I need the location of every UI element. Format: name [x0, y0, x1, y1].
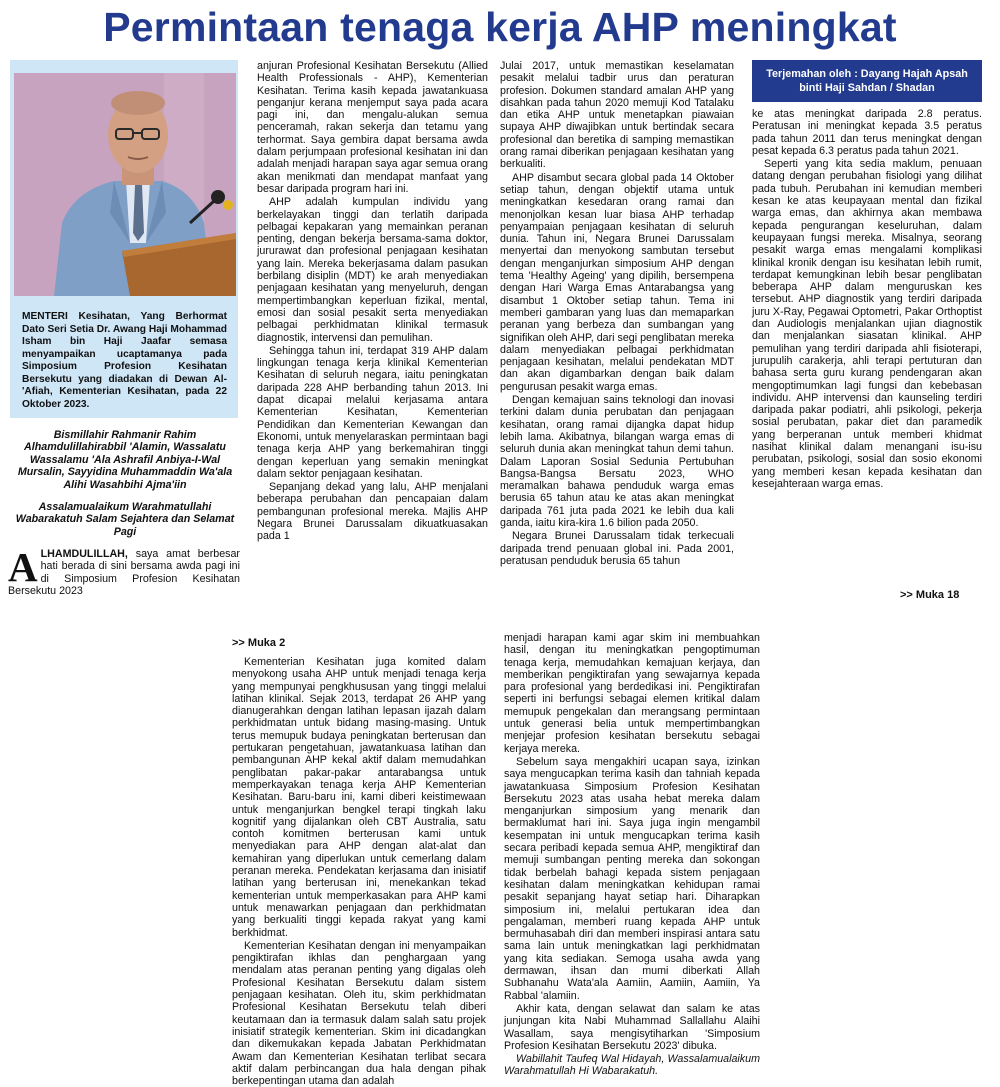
drop-cap: A: [8, 544, 38, 590]
continuation-column-right: [504, 632, 760, 1082]
translator-line-1: Terjemahan oleh : Dayang Hajah Apsah: [766, 68, 968, 80]
paragraph: AHP adalah kumpulan individu yang berkelayakan tinggi dan terlatih daripada pelbagai kepakaran yang memainkan peranan penting, dengan bekerja bersama-sama doktor, jururawat dan profesional penjagaan kesihatan yang lain. Mereka bekerjasama dalam pasukan berbilang disiplin (MDT) ke arah menyediakan penjagaan kesihatan yang menyeluruh, dengan mempertimbangkan keperluan fizikal, mental, emosi dan sosial pesakit serta menyediakan pelbagai perkhidmatan klinikal termasuk diagnostik, intervensi dan pemulihan.: [257, 196, 488, 344]
paragraph: Sebelum saya mengakhiri ucapan saya, izinkan saya mengucapkan terima kasih dan tahniah kepada jawatankuasa Simposium Profesion Kesihatan Bersekutu 2023 atas usaha hebat mereka dalam menganjurkan simposium yang menarik dan bermaklumat hari ini. Saya juga ingin mengambil kesempatan ini untuk mengucapkan terima kasih secara peribadi kepada semua AHP, mengiktiraf dan memuji sumbangan penting mereka dan sokongan tidak berbelah bahagi kepada sistem penjagaan kesihatan dalam meningkatkan kehidupan ramai pesakit sepanjang hayat setiap hari. Diharapkan simposium ini, melalui pertukaran idea dan pengalaman, memberi ruang kepada AHP untuk bermuhasabah diri dan memberi inspirasi antara satu sama lain untuk meningkatkan lagi perkhidmatan yang kita sediakan. Semoga usaha awda yang dermawan, ihsan dan mumi diberkati Allah Subhanahu Wata'ala Aamiin, Aamiin, Aamiin, Ya Rabbal 'alamiin.: [504, 755, 760, 1002]
paragraph: Julai 2017, untuk memastikan keselamatan pesakit melalui tadbir urus dan peraturan profesion. Dokumen standard amalan AHP yang disahkan pada tahun 2020 memuji Kod Tatalaku dan etika AHP untuk menetapkan piawaian supaya AHP diwajibkan untuk bertindak secara profesional dan beretika di samping memastikan orang ramai diberikan penjagaan kesihatan yang berkualiti.: [500, 60, 734, 171]
paragraph: Sehingga tahun ini, terdapat 319 AHP dalam lingkungan tenaga kerja klinikal Kementerian Kesihatan di seluruh negara, iaitu peningkatan daripada 228 AHP berbanding tahun 2013. Ini dapat dicapai melalui kerjasama antara Kementerian Kesihatan, Kementerian Pendidikan dan Kementerian Kewangan dan Ekonomi, untuk menyelaraskan permintaan bagi tenaga kerja AHP yang berkemahiran tinggi dengan keperluan yang semakin meningkat dalam sektor penjagaan kesihatan.: [257, 344, 488, 480]
intro-text: saya amat berbesar hati berada di sini bersama awda pagi ini di Simposium Profesion Kesihatan Bersekutu 2023: [8, 548, 240, 597]
intro-paragraph: [8, 544, 240, 597]
bismillah-text: Bismillahir Rahmanir Rahim Alhamdulillahirabbil 'Alamin, Wassalatu Wassalamu 'Ala Ashrafil Anbiya-I-Wal Mursalin, Sayyidina Muhammaddin Wa'ala Alihi Wasahbihi Ajma'iin: [17, 429, 233, 491]
paragraph: menjadi harapan kami agar skim ini membuahkan hasil, dengan itu meningkatkan pengoptimuman tenaga kerja, memudahkan kemajuan kerjaya, dan memberikan pengiktirafan yang sewajarnya kepada para profesional yang berdedikasi ini. Pengiktirafan seperti ini berfungsi sebagai elemen kritikal dalam memupuk pengekalan dan merangsang permintaan untuk generasi belia untuk mempertimbangkan menjejar profesion kesihatan bersekutu sebagai kerjaya mereka.: [504, 632, 760, 755]
closing-salutation: Wabillahit Taufeq Wal Hidayah, Wassalamualaikum Warahmatullah Hi Wabarakatuh.: [504, 1053, 760, 1078]
salam-text: Assalamualaikum Warahmatullahi Wabarakatuh Salam Sejahtera dan Selamat Pagi: [15, 501, 235, 538]
minister-illustration: [14, 73, 236, 296]
paragraph: Kementerian Kesihatan juga komited dalam menyokong usaha AHP untuk menjadi tenaga kerja yang mempunyai pengkhususan yang tinggi melalui latihan klinikal. Sejak 2013, terdapat 26 AHP yang dianugerahkan dengan latihan lepasan ijazah dalam perkhidmatan untuk bidang masing-masing. Untuk terus memupuk budaya peningkatan berterusan dan pertukaran pengetahuan, jawatankuasa latihan dan pembangunan AHP kekal aktif dalam memudahkan penglibatan pakar-pakar antarabangsa untuk memperkayakan tenaga kerja AHP Kementerian Kesihatan. Baru-baru ini, kami diberi keistimewaan untuk menganjurkan bengkel terapi tingkah laku kognitif yang dijalankan oleh CBT Australia, satu contoh komitmen berterusan kami untuk menyediakan para AHP dengan alat-alat dan kemahiran yang diperlukan untuk cemerlang dalam peranan mereka. Pendekatan kerjasama dan inisiatif latihan yang berterusan ini, menekankan tekad kementerian untuk memperkasakan para AHP kami untuk menawarkan penjagaan dan perkhidmatan yang berkualiti tinggi kepada rakyat yang kami berkhidmat.: [232, 656, 486, 939]
photo-caption: MENTERI Kesihatan, Yang Berhormat Dato Seri Setia Dr. Awang Haji Mohammad Isham bin Haji Jaafar semasa menyampaikan ucaptamanya pada Simposium Profesion Kesihatan Bersekutu yang diadakan di Dewan Al-'Afiah, Kementerian Kesihatan, pada 22 Oktober 2023.: [22, 311, 227, 410]
continued-on-page-link[interactable]: >> Muka 18: [900, 589, 960, 601]
continued-from-page-label: >> Muka 2: [232, 637, 286, 649]
paragraph: Negara Brunei Darussalam tidak terkecuali daripada trend penuaan global ini. Pada 2001, peratusan penduduk berusia 65 tahun: [500, 530, 734, 567]
intro-lead: LHAMDULILLAH,: [40, 548, 128, 560]
paragraph: ke atas meningkat daripada 2.8 peratus. Peratusan ini meningkat kepada 3.5 peratus pada tahun 2011 dan terus meningkat dengan pesat kepada 6.3 peratus pada tahun 2021.: [752, 108, 982, 157]
paragraph: Akhir kata, dengan selawat dan salam ke atas junjungan kita Nabi Muhammad Sallallahu Alaihi Wasallam, saya mengisytiharkan 'Simposium Profesion Kesihatan Bersekutu 2023' dibuka.: [504, 1002, 760, 1052]
paragraph: AHP disambut secara global pada 14 Oktober setiap tahun, dengan objektif utama untuk meningkatkan kesedaran orang ramai dan menonjolkan kesan luar biasa AHP terhadap penyampaian penjagaan kesihatan di seluruh dunia. Tahun ini, Negara Brunei Darussalam menyertai dan menyokong sambutan tersebut dengan menganjurkan simposium AHP dengan tema 'Healthy Ageing' yang dipilih, bersempena dengan Hari Warga Emas Antarabangsa yang disambut 1 Oktober setiap tahun. Tema ini memberi gambaran yang luas dan memaparkan peranan yang berbeza dan sumbangan yang signifikan oleh AHP, dari segi penglibatan mereka dalam menyediakan pelbagai perkhidmatan penjagaan kesihatan, melalui pendekatan MDT dan akan digambarkan dengan baik dalam pengurusan pesakit warga emas.: [500, 171, 734, 393]
translator-credit: [752, 60, 982, 102]
article-column-3: [500, 60, 734, 606]
translator-line-2: binti Haji Sahdan / Shadan: [799, 82, 935, 94]
article-column-2: [257, 60, 488, 606]
continuation-column-left: [232, 656, 486, 1087]
paragraph: Seperti yang kita sedia maklum, penuaan datang dengan perubahan fisiologi yang dilihat pada tubuh. Perubahan ini kemudian memberi kesan ke atas keupayaan mental dan fizikal warga emas, dan akhirnya akan membawa kepada pengurangan keseluruhan, dalam keupayaan fungsi mereka. Misalnya, seorang pesakit warga emas mengalami komplikasi klinikal kronik dengan isu kesihatan lebih rumit, terdapat kemungkinan lebih besar penglibatan beberapa AHP dalam menguruskan kes tersebut. AHP diagnostik yang terdiri daripada juru X-Ray, Pegawai Optometri, Pakar Orthoptist dan Audiologis menjalankan ujian diagnostik dan menjalankan siasatan klinikal. AHP pemulihan yang terdiri daripada ahli fisioterapi, jurupulih carakerja, ahli terapi pertuturan dan bahasa serta guru kurang pendengaran akan mengoptimumkan lagi fungsi dan kebebasan individu. AHP intervensi dan kaunseling terdiri daripada pakar podiatri, ahli psikologi, pekerja sosial perubatan, pakar diet dan paramedik yang berperanan untuk memberi khidmat nasihat klinikal dalam menangani isu-isu perubatan, psikologi, sosial dan sosio ekonomi yang memberi kesan kepada kesihatan dan kesejahteraan warga emas.: [752, 158, 982, 490]
paragraph: Sepanjang dekad yang lalu, AHP menjalani beberapa perubahan dan pencapaian dalam pembangunan profesional mereka. Majlis AHP Negara Brunei Darussalam dikuatkuasakan pada 1: [257, 481, 488, 543]
paragraph: Dengan kemajuan sains teknologi dan inovasi terkini dalam dunia perubatan dan penjagaan kesihatan, orang ramai dijangka dapat hidup lebih lama. Akibatnya, bilangan warga emas di seluruh dunia akan meningkat tahun demi tahun. Dalam Laporan Sosial Sedunia Pertubuhan Bangsa-Bangsa Bersatu 2023, WHO meramalkan bahawa penduduk warga emas berusia 65 tahun atau ke atas akan meningkat daripada 761 juta pada 2021 ke lebih dua kali ganda, iaitu kira-kira 1.6 bilion pada 2050.: [500, 394, 734, 529]
paragraph: anjuran Profesional Kesihatan Bersekutu (Allied Health Professionals - AHP), Kementerian Kesihatan. Terima kasih kepada jawatankuasa penganjur kerana menjemput saya pada acara pagi ini, dan mengalu-alukan semua penceramah, rakan sekerja dan tetamu yang terhormat. Saya gembira dapat bersama awda dalam perjumpaan profesional kesihatan ini dan adalah menjadi harapan saya agar semua orang akan menikmati dan mendapat manfaat yang besar daripada program hari ini.: [257, 60, 488, 195]
minister-photo: [14, 73, 236, 296]
headline: Permintaan tenaga kerja AHP meningkat: [103, 4, 897, 50]
paragraph: Kementerian Kesihatan dengan ini menyampaikan pengiktirafan ikhlas dan penghargaan yang mendalam atas peranan penting yang digalas oleh Profesional Kesihatan Bersekutu dalam sistem penjagaan kesihatan. Oleh itu, skim perkhidmatan Profesional Kesihatan Bersekutu telah diberi keutamaan dan ia termasuk dalam salah satu projek inisiatif strategik kementerian. Skim ini dicadangkan dan dikemukakan kepada Jabatan Perkhidmatan Awam dan Kementerian Kesihatan terlibat secara aktif dalam perbincangan dua hala dengan pihak berkepentingan utama dan adalah: [232, 939, 486, 1087]
opening-greeting: [12, 429, 238, 538]
article-column-4: [752, 108, 982, 586]
